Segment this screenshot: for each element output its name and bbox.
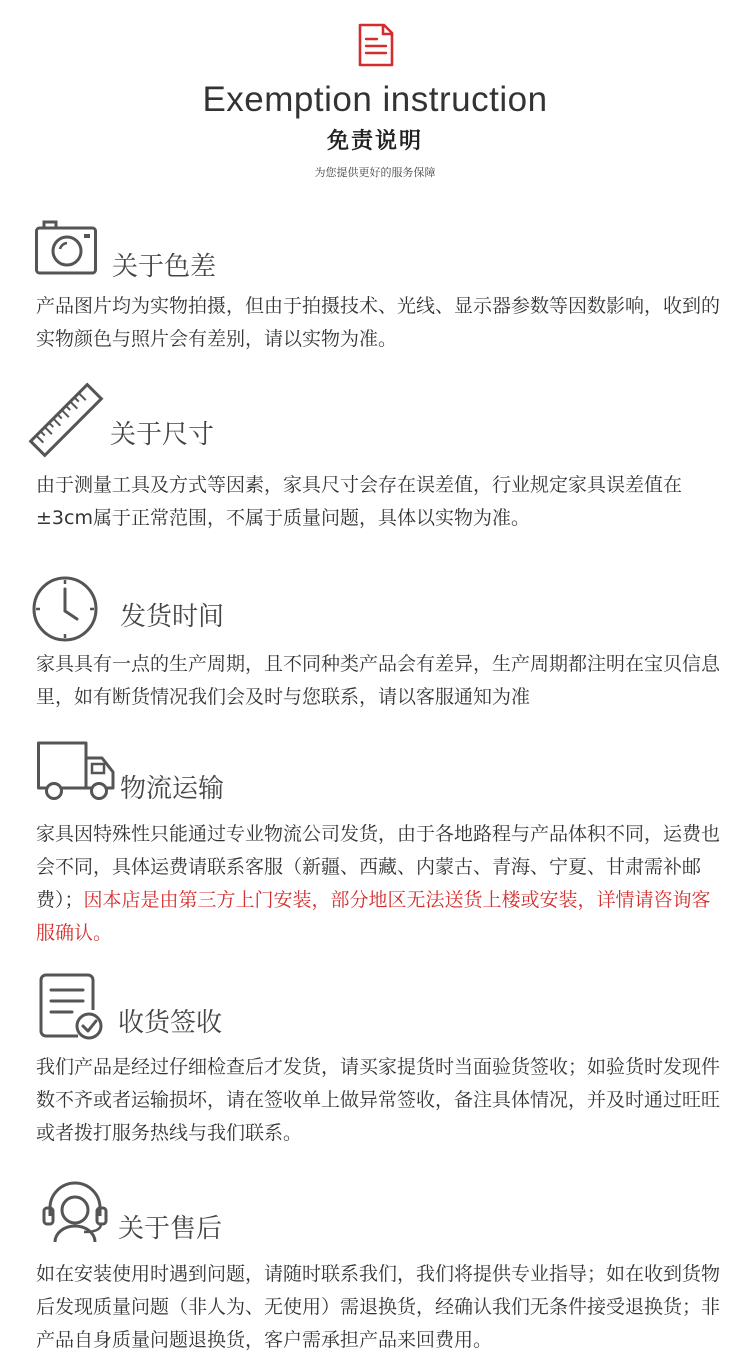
receipt-check-icon [38,972,104,1042]
section-heading-size: 关于尺寸 [110,420,215,450]
section-body-receipt: 我们产品是经过仔细检查后才发货，请买家提货时当面验货签收；如验货时发现件数不齐或者运输损坏，请在签收单上做异常签收，备注具体情况，并及时通过旺旺或者拨打服务热线与我们联系。 [36,1056,721,1144]
section-heading-delivery: 发货时间 [120,602,225,632]
truck-icon [36,740,116,802]
section-body-delivery: 家具具有一点的生产周期，且不同种类产品会有差异，生产周期都注明在宝贝信息里，如有断货情况我们会及时与您联系，请以客服通知为准 [36,653,721,708]
section-body-logistics [36,818,726,950]
logistics-text: 家具因特殊性只能通过专业物流公司发货，由于各地路程与产品体积不同，运费也会不同，具体运费请联系客服（新疆、西藏、内蒙古、青海、宁夏、甘肃需补邮费）； [36,823,721,911]
section-body-aftersales: 如在安装使用时遇到问题，请随时联系我们，我们将提供专业指导；如在收到货物后发现质量问题（非人为、无使用）需退换货，经确认我们无条件接受退换货；非产品自身质量问题退换货，客户需承担产品来回费用。 [36,1263,721,1351]
page-title-chinese: 免责说明 [326,129,423,154]
logistics-warning-text: 因本店是由第三方上门安装，部分地区无法送货上楼或安装，详情请咨询客服确认。 [36,889,711,944]
customer-service-icon [40,1180,110,1244]
section-heading-receipt: 收货签收 [118,1008,223,1038]
clock-icon [30,574,100,644]
ruler-icon [26,382,106,458]
section-body-color: 产品图片均为实物拍摄，但由于拍摄技术、光线、显示器参数等因数影响，收到的实物颜色与照片会有差别，请以实物为准。 [36,295,721,350]
section-body-size: 由于测量工具及方式等因素，家具尺寸会存在误差值，行业规定家具误差值在±3cm属于正常范围，不属于质量问题，具体以实物为准。 [36,474,683,529]
section-heading-logistics: 物流运输 [120,774,225,804]
page-title: Exemption instruction [202,80,548,119]
page-subtitle: 为您提供更好的服务保障 [314,166,436,179]
section-heading-aftersales: 关于售后 [118,1214,223,1244]
camera-icon [34,218,98,276]
document-icon [356,22,396,68]
section-heading-color: 关于色差 [112,252,217,282]
